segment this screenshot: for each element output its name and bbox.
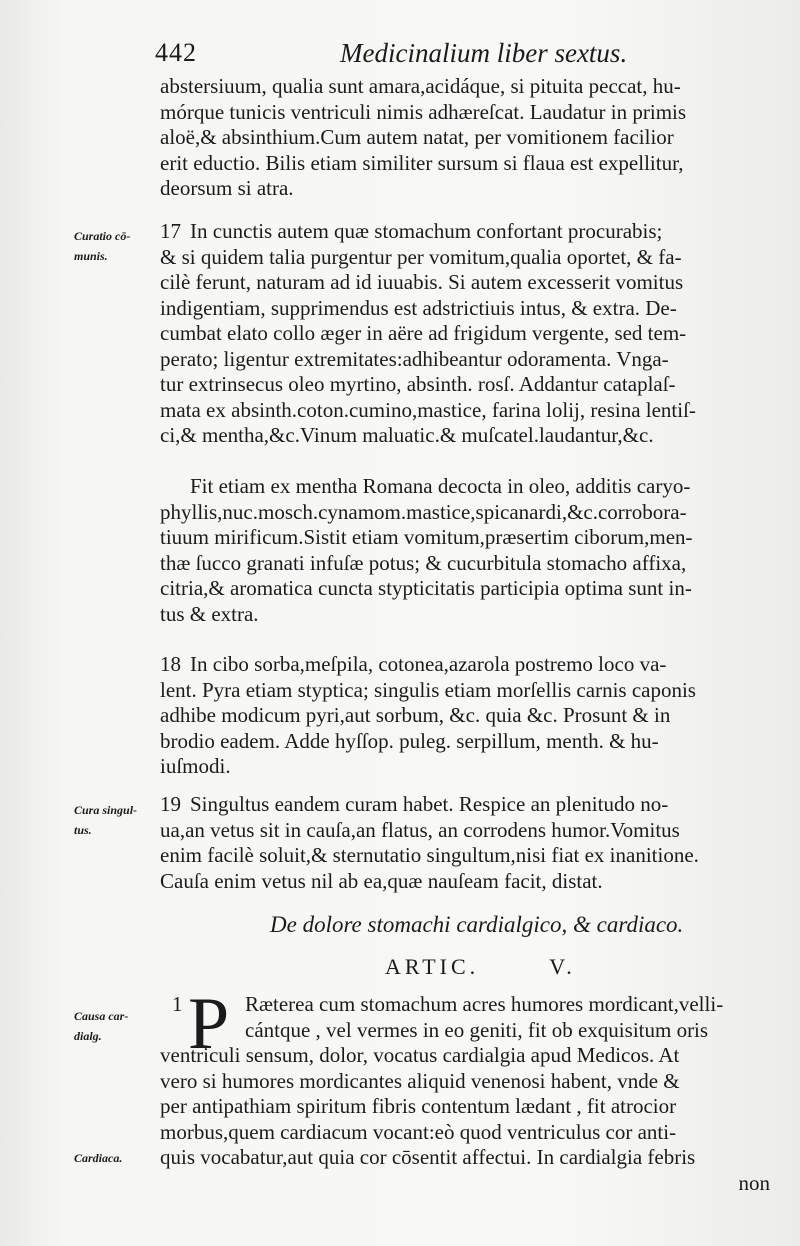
text-line: phyllis,nuc.mosch.cynamom.mastice,spicanardi,&c.corrobora-	[160, 499, 687, 524]
text-line: indigentiam, supprimendus est adstrictiuis intus, & extra. De-	[160, 295, 677, 320]
margin-note-line: dialg.	[74, 1029, 102, 1043]
section-title: De dolore stomachi cardialgico, & cardiaco.	[270, 912, 684, 937]
text-line: ua,an vetus sit in cauſa,an flatus, an corrodens humor.Vomitus	[160, 817, 680, 842]
article-heading	[385, 954, 576, 980]
page-header	[155, 38, 675, 74]
margin-note-line: Causa car-	[74, 1009, 129, 1023]
text-line: adhibe modicum pyri,aut sorbum, &c. quia &c. Prosunt & in	[160, 703, 671, 727]
paragraph-number-wrap	[172, 992, 182, 1018]
text-span: Singultus eandem curam habet. Respice an plenitudo no-	[190, 792, 669, 816]
text-line: cumbat elato collo æger in aëre ad frigidum vergente, sed tem-	[160, 321, 687, 345]
text-span: In cibo sorba,meſpila, cotonea,azarola postremo loco va-	[190, 652, 667, 676]
text-line: deorsum si atra.	[160, 176, 294, 200]
text-line: tiuum mirificum.Sistit etiam vomitum,præsertim ciborum,men-	[160, 525, 693, 549]
text-line: Ræterea cum stomachum acres humores mordicant,velli-	[245, 992, 724, 1016]
paragraph-art5	[160, 1043, 770, 1196]
text-line: iuſmodi.	[160, 754, 231, 778]
paragraph-art5-top	[245, 992, 780, 1043]
text-line: cántque , vel vermes in eo geniti, fit ob exquisitum oris	[245, 1017, 709, 1042]
text-line: mata ex absinth.coton.cumino,mastice, farina lolij, resina lentiſ-	[160, 397, 696, 422]
text-line: erit eductio. Bilis etiam similiter sursum si flaua est expellitur,	[160, 150, 684, 175]
text-line: abstersiuum, qualia sunt amara,acidáque, si pituita peccat, hu-	[160, 74, 681, 98]
page-number: 442	[155, 38, 197, 67]
margin-note-curatio	[74, 226, 154, 266]
article-word: ARTIC.	[385, 954, 480, 979]
text-line: aloë,& absinthium.Cum autem natat, per vomitionem facilior	[160, 125, 674, 149]
text-line: mórque tunicis ventriculi nimis adhæreſcat. Laudatur in primis	[160, 99, 687, 124]
text-line: cilè ferunt, naturam ad id iuuabis. Si autem excesserit vomitus	[160, 270, 684, 294]
paragraph-intro	[160, 74, 770, 202]
drop-cap: P	[188, 983, 230, 1065]
margin-note-line: Cardiaca.	[74, 1151, 123, 1165]
catchword: non	[738, 1170, 770, 1195]
margin-note-causa-cardialg	[74, 1006, 154, 1046]
paragraph-18	[160, 652, 770, 780]
text-line: citria,& aromatica cuncta stypticitatis participia optima sunt in-	[160, 576, 692, 600]
text-line: morbus,quem cardiacum vocant:eò quod ventriculus cor anti-	[160, 1119, 677, 1144]
text-line: per antipathiam spiritum fibris contentum lædant , fit atrocior	[160, 1094, 677, 1118]
text-line: tus & extra.	[160, 601, 259, 626]
paragraph-number: 19	[160, 792, 181, 816]
text-line: & si quidem talia purgentur per vomitum,qualia oportet, & fa-	[160, 244, 682, 269]
text-span: In cunctis autem quæ stomachum confortant procurabis;	[190, 219, 663, 243]
article-number: V.	[549, 954, 576, 979]
text-line	[160, 652, 770, 678]
margin-note-cura-singultus	[74, 800, 154, 840]
text-line: ventriculi sensum, dolor, vocatus cardialgia apud Medicos. At	[160, 1043, 680, 1067]
text-line: vero si humores mordicantes aliquid venenosi habent, vnde &	[160, 1068, 680, 1093]
text-line: thæ ſucco granati infuſæ potus; & cucurbitula stomacho affixa,	[160, 550, 687, 575]
text-line: tur extrinsecus oleo myrtino, absinth. rosſ. Addantur cataplaſ-	[160, 372, 676, 396]
margin-note-cardiaca	[74, 1148, 154, 1168]
text-line: perato; ligentur extremitates:adhibeantur odoramenta. Vnga-	[160, 346, 669, 371]
paragraph-number: 17	[160, 219, 181, 243]
text-line: brodio eadem. Adde hyſſop. puleg. serpillum, menth. & hu-	[160, 728, 659, 753]
text-line: lent. Pyra etiam styptica; singulis etiam morſellis carnis caponis	[160, 677, 696, 702]
paragraph-number: 18	[160, 652, 181, 676]
running-title: Medicinalium liber sextus.	[340, 38, 628, 68]
paragraph-number: 1	[172, 992, 183, 1016]
text-line	[160, 219, 770, 245]
paragraph-17	[160, 219, 770, 449]
text-line: ci,& mentha,&c.Vinum maluatic.& muſcatel.laudantur,&c.	[160, 423, 654, 447]
text-line: Cauſa enim vetus nil ab ea,quæ nauſeam facit, distat.	[160, 868, 603, 893]
text-line: quis vocabatur,aut quia cor cōsentit affectui. In cardialgia febris	[160, 1145, 696, 1169]
margin-note-line: Cura singul-	[74, 803, 138, 817]
text-line: enim facilè soluit,& sternutatio singultum,nisi fiat ex inanitione.	[160, 843, 699, 867]
text-line: Fit etiam ex mentha Romana decocta in oleo, additis caryo-	[190, 474, 691, 498]
paragraph-fit-etiam	[160, 474, 770, 627]
margin-note-line: tus.	[74, 823, 92, 837]
text-line	[160, 792, 770, 818]
paragraph-19	[160, 792, 770, 894]
margin-note-line: Curatio cō-	[74, 229, 131, 243]
margin-note-line: munis.	[74, 249, 108, 263]
